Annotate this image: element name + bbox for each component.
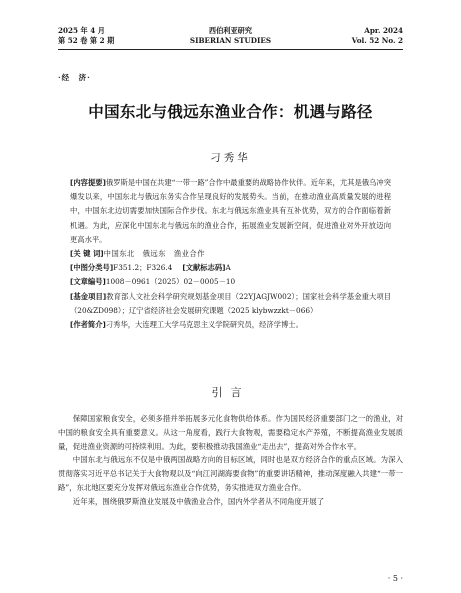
body-paragraph: 近年来，围绕俄罗斯渔业发展及中俄渔业合作，国内外学者从不同角度开展了	[72, 496, 325, 506]
article-title: 中国东北与俄远东渔业合作：机遇与路径	[88, 103, 373, 121]
doc-code-label: [文献标志码]	[182, 263, 226, 273]
abstract-fund	[70, 290, 391, 318]
header-date-cn: 2025 年 4 月	[58, 26, 105, 35]
clc-label: [中图分类号]	[70, 263, 114, 273]
page-number: · 5 ·	[387, 574, 403, 583]
fund-text: 教育部人文社会科学研究规划基金项目（22YJAGJW002）；国家社会科学基金重大项目（20&ZD098）；辽宁省经济社会发展研究课题（2025 klybwzzkt－066）	[70, 291, 392, 315]
fund-label: [基金项目]	[70, 291, 107, 301]
section-label: ·经 济·	[58, 73, 91, 82]
header-volume-cn: 第 52 卷 第 2 期	[58, 36, 115, 45]
abstract-author-info	[70, 318, 391, 332]
author-info-label: [作者简介]	[70, 320, 106, 330]
running-header	[58, 26, 403, 50]
body-text	[58, 412, 403, 509]
article-author: 刁秀华	[210, 152, 251, 164]
abstract-classification	[70, 261, 391, 275]
doc-code-value: A	[225, 263, 231, 273]
author-info-text: 刁秀华，大连理工大学马克思主义学院研究员，经济学博士。	[105, 320, 303, 330]
article-no-value: 1008－0961（2025）02－0005－10	[105, 277, 236, 287]
body-paragraph: 中国东北与俄远东不仅是中俄两国战略方向的目标区域，同时也是双方经济合作的重点区域。为深入贯彻落实习近平总书记关于大食物观以及“向江河湖海要食物”的重要讲话精神，推动深度融入共建“一带一路”，东北地区要充分发挥对俄远东渔业合作优势，务实推进双方渔业合作。	[58, 455, 403, 492]
header-issue-en	[352, 26, 403, 46]
abstract-block	[70, 176, 391, 332]
abstract-article-number	[70, 275, 391, 289]
header-rule	[58, 49, 403, 50]
abstract-keywords	[70, 247, 391, 261]
abstract-summary	[70, 176, 391, 247]
keywords-text: 中国东北 俄远东 渔业合作	[103, 249, 206, 259]
clc-value: F351.2；F326.4	[113, 263, 173, 273]
header-volume-en: Vol. 52 No. 2	[351, 36, 403, 45]
header-date-en: Apr. 2024	[364, 26, 403, 35]
journal-name-cn: 西伯利亚研究	[208, 26, 253, 35]
body-paragraph: 保障国家粮食安全，必须多措并举拓展多元化食物供给体系。作为国民经济重要部门之一的渔业，对中国的粮食安全具有重要意义。从这一角度看，践行大食物观，需要稳定水产养殖，不断提高渔业发展质量，促进渔业资源的可持续利用。为此，要积极推动我国渔业“走出去”，提高对外合作水平。	[58, 414, 403, 451]
journal-name-en: SIBERIAN STUDIES	[189, 36, 272, 45]
intro-heading: 引言	[211, 386, 250, 399]
summary-label: [内容提要]	[70, 178, 106, 187]
keywords-label: [关 键 词]	[70, 249, 104, 259]
article-no-label: [文章编号]	[70, 277, 106, 287]
summary-text: 俄罗斯是中国在共建“一带一路”合作中最重要的战略协作伙伴。近年来，尤其是俄乌冲突爆发以来，中国东北与俄远东务实合作呈现良好的发展势头。当前，在推动渔业高质量发展的进程中，中国东北边切需要加快国际合作步伐。东北与俄远东渔业具有互补优势，双方的合作面临着新机遇。为此，应深化中国东北与俄远东的渔业合作，拓展渔业发展新空间，促进渔业对外开放迈向更高水平。	[70, 178, 391, 244]
